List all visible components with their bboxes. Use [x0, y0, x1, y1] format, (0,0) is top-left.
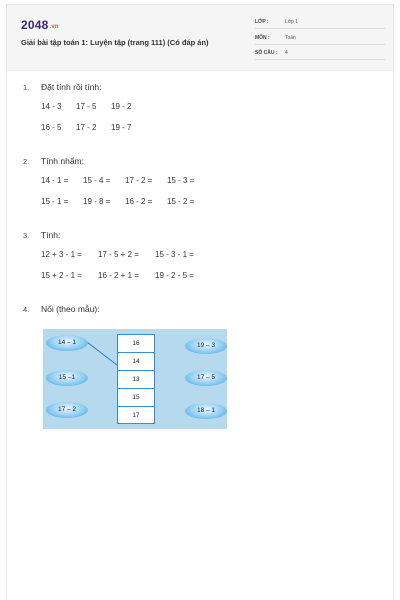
meta-subject [255, 33, 385, 45]
number-cell[interactable]: 14 [118, 353, 154, 371]
question-3-row-2 [41, 271, 194, 280]
meta-subject-value: Toán [285, 35, 296, 41]
number-column [117, 334, 155, 424]
expression: 17 - 5 + 2 = [98, 250, 139, 259]
logo-main: 2048 [21, 18, 49, 32]
question-1-row-2 [41, 123, 131, 132]
expression: 17 - 5 [76, 102, 97, 111]
question-4-text: Nối (theo mẫu): [41, 304, 100, 314]
expression: 19 - 8 = [83, 197, 111, 206]
question-3-number: 3. [23, 231, 30, 240]
left-oval-3[interactable]: 17 – 2 [46, 402, 88, 418]
question-2-row-1 [41, 176, 194, 185]
number-cell[interactable]: 16 [118, 335, 154, 353]
expression: 16 - 2 = [125, 197, 153, 206]
expression: 15 - 2 = [167, 197, 195, 206]
expression: 19 - 2 [111, 102, 132, 111]
expression: 15 - 1 = [41, 197, 69, 206]
meta-subject-key: MÔN : [255, 35, 270, 41]
right-oval-1[interactable]: 19 – 3 [185, 338, 227, 354]
document-header [7, 5, 393, 71]
number-cell[interactable]: 13 [118, 371, 154, 389]
left-oval-2[interactable]: 15 –1 [46, 370, 88, 386]
meta-class-key: LỚP : [255, 19, 269, 25]
expression: 12 + 3 - 1 = [41, 250, 82, 259]
expression: 15 - 3 - 1 = [155, 250, 194, 259]
question-1-number: 1. [23, 83, 30, 92]
document-page [6, 4, 394, 600]
expression: 17 - 2 [76, 123, 97, 132]
meta-class [255, 17, 385, 29]
expression: 15 - 4 = [83, 176, 111, 185]
expression: 14 - 1 = [41, 176, 69, 185]
number-cell[interactable]: 17 [132, 412, 140, 419]
expression: 15 - 3 = [167, 176, 195, 185]
number-cell[interactable]: 15 [118, 389, 154, 407]
logo-suffix: .vn [49, 24, 59, 30]
site-logo[interactable] [21, 18, 59, 32]
expression: 16 - 5 [41, 123, 62, 132]
question-2-text: Tính nhẩm: [41, 156, 84, 166]
expression: 16 - 2 + 1 = [98, 271, 139, 280]
right-oval-2[interactable]: 17 – 5 [185, 370, 227, 386]
expression: 19 - 7 [111, 123, 132, 132]
expression: 17 - 2 = [125, 176, 153, 185]
meta-class-value: Lớp 1 [285, 19, 299, 25]
question-2-number: 2. [23, 157, 30, 166]
expression: 15 + 2 - 1 = [41, 271, 82, 280]
question-2-row-2 [41, 197, 194, 206]
matching-exercise [43, 329, 227, 429]
expression: 14 - 3 [41, 102, 62, 111]
meta-count-value: 4 [285, 50, 288, 56]
meta-count-key: SỐ CÂU : [255, 50, 278, 56]
question-4-number: 4. [23, 305, 30, 314]
question-3-row-1 [41, 250, 194, 259]
left-oval-1[interactable]: 14 – 1 [46, 335, 88, 351]
meta-count [255, 48, 385, 60]
expression: 19 - 2 - 5 = [155, 271, 194, 280]
document-title: Giải bài tập toán 1: Luyện tập (trang 111) (Có đáp án) [21, 38, 209, 47]
question-1-row-1 [41, 102, 131, 111]
question-3-text: Tính: [41, 230, 61, 240]
question-1-text: Đặt tính rồi tính: [41, 82, 102, 92]
right-oval-3[interactable]: 18 – 1 [185, 403, 227, 419]
